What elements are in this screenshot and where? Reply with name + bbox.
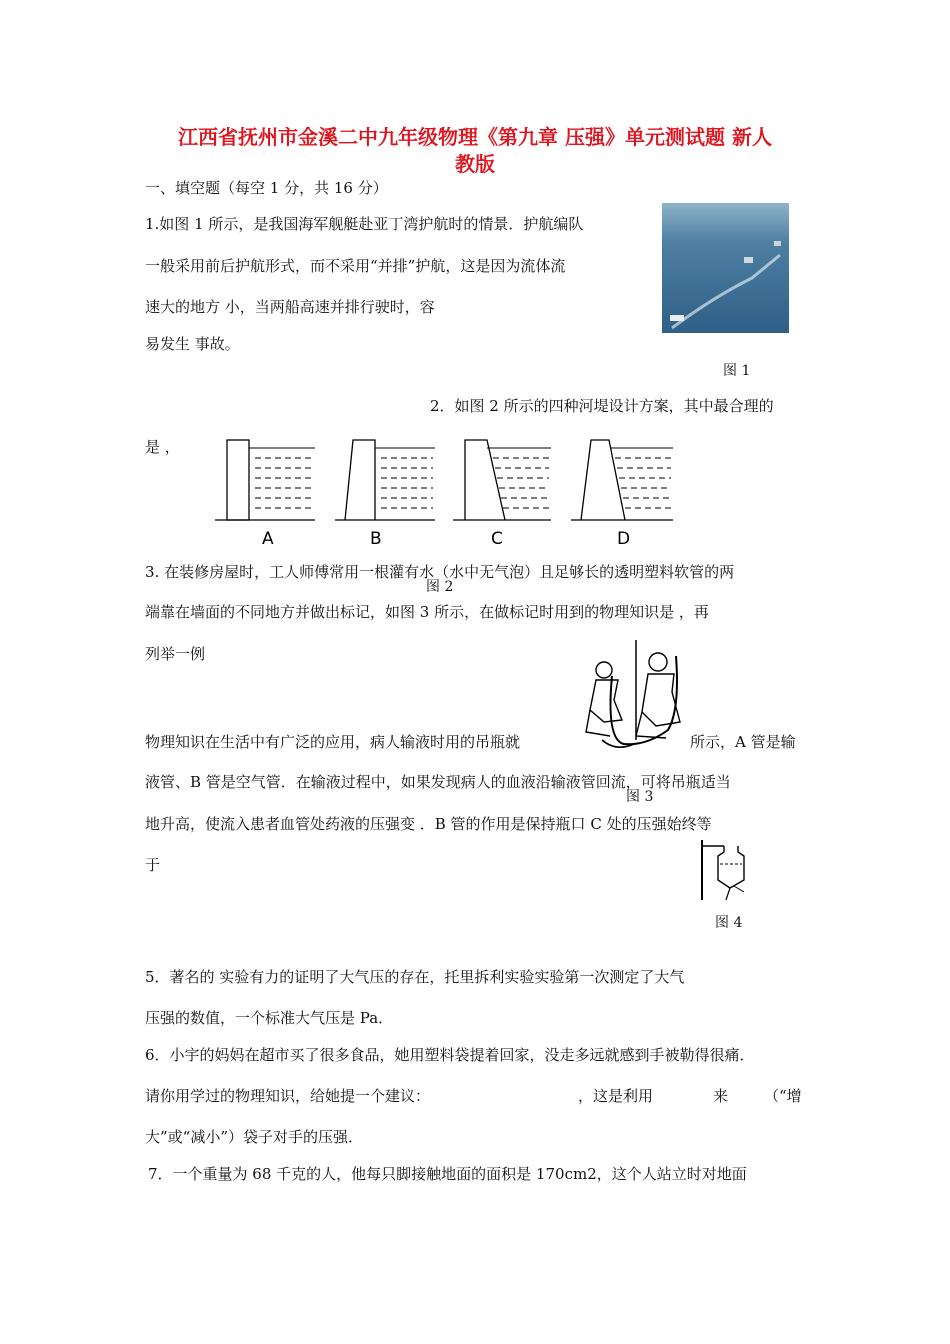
levee-d [571, 440, 673, 520]
q3-line2: 端靠在墙面的不同地方并做出标记，如图 3 所示，在做标记时用到的物理知识是 ，再 [145, 603, 709, 621]
levee-diagrams [215, 436, 675, 551]
page-title: 江西省抚州市金溪二中九年级物理《第九章 压强》单元测试题 新人 [178, 125, 772, 149]
q7-line1: 7．一个重量为 68 千克的人，他每只脚接触地面的面积是 170cm2，这个人站立时对地面 [148, 1165, 747, 1183]
q5-line1: 5．著名的 实验有力的证明了大气压的存在，托里拆利实验实验第一次测定了大气 [145, 968, 685, 986]
iv-bottle-figure [696, 840, 758, 902]
q4-line1b: 所示，A 管是输 [690, 733, 796, 751]
figure-3-caption: 图 3 [626, 789, 654, 805]
q3-line1: 3. 在装修房屋时，工人师傅常用一根灌有水（水中无气泡）且足够长的透明塑料软管的两 [145, 563, 735, 581]
q6-line2c: 来 [713, 1087, 729, 1105]
q4-line3: 地升高，使流入患者血管处药液的压强变 ．B 管的作用是保持瓶口 C 处的压强始终等 [145, 815, 712, 833]
option-c-label: C [491, 529, 503, 549]
q4-line4: 于 [145, 856, 161, 874]
option-d-label: D [617, 529, 631, 549]
section-heading: 一、填空题（每空 1 分，共 16 分） [145, 179, 388, 197]
option-b-label: B [370, 529, 382, 549]
q4-line2: 液管、B 管是空气管．在输液过程中，如果发现病人的血液沿输液管回流，可将吊瓶适当 [145, 773, 731, 791]
q1-line1: 1.如图 1 所示，是我国海军舰艇赴亚丁湾护航时的情景．护航编队 [145, 215, 584, 233]
q1-line3: 速大的地方 小，当两船高速并排行驶时，容 [145, 298, 435, 316]
warship-photo [662, 203, 789, 333]
workers-marking-wall-figure [576, 640, 688, 758]
q2-line2: 是 ， [145, 438, 180, 456]
levee-c [453, 440, 551, 520]
q5-line2: 压强的数值，一个标准大气压是 Pa． [145, 1009, 394, 1027]
option-a-label: A [262, 529, 274, 549]
q4-line1a: 物理知识在生活中有广泛的应用，病人输液时用的吊瓶就 [145, 733, 521, 751]
q1-line2: 一般采用前后护航形式，而不采用“并排”护航，这是因为流体流 [145, 257, 566, 275]
figure-2-caption: 图 2 [426, 579, 454, 595]
levee-a [215, 440, 315, 520]
q6-line2b: ，这是利用 [578, 1087, 654, 1105]
q6-line1: 6．小宇的妈妈在超市买了很多食品，她用塑料袋提着回家，没走多远就感到手被勒得很痛． [145, 1046, 755, 1064]
figure-4-caption: 图 4 [715, 915, 743, 931]
q2-line1: 2．如图 2 所示的四种河堤设计方案，其中最合理的 [430, 397, 774, 415]
levee-b [335, 440, 435, 520]
q6-line2a: 请你用学过的物理知识，给她提一个建议： [145, 1087, 431, 1105]
q6-line2d: （“增 [764, 1087, 802, 1105]
figure-1-caption: 图 1 [723, 363, 751, 379]
q3-line3: 列举一例 [145, 645, 206, 663]
q1-line4: 易发生 事故。 [145, 335, 240, 353]
q6-line3: 大”或“减小”）袋子对手的压强． [145, 1128, 364, 1146]
page-title-cont: 教版 [455, 152, 495, 176]
